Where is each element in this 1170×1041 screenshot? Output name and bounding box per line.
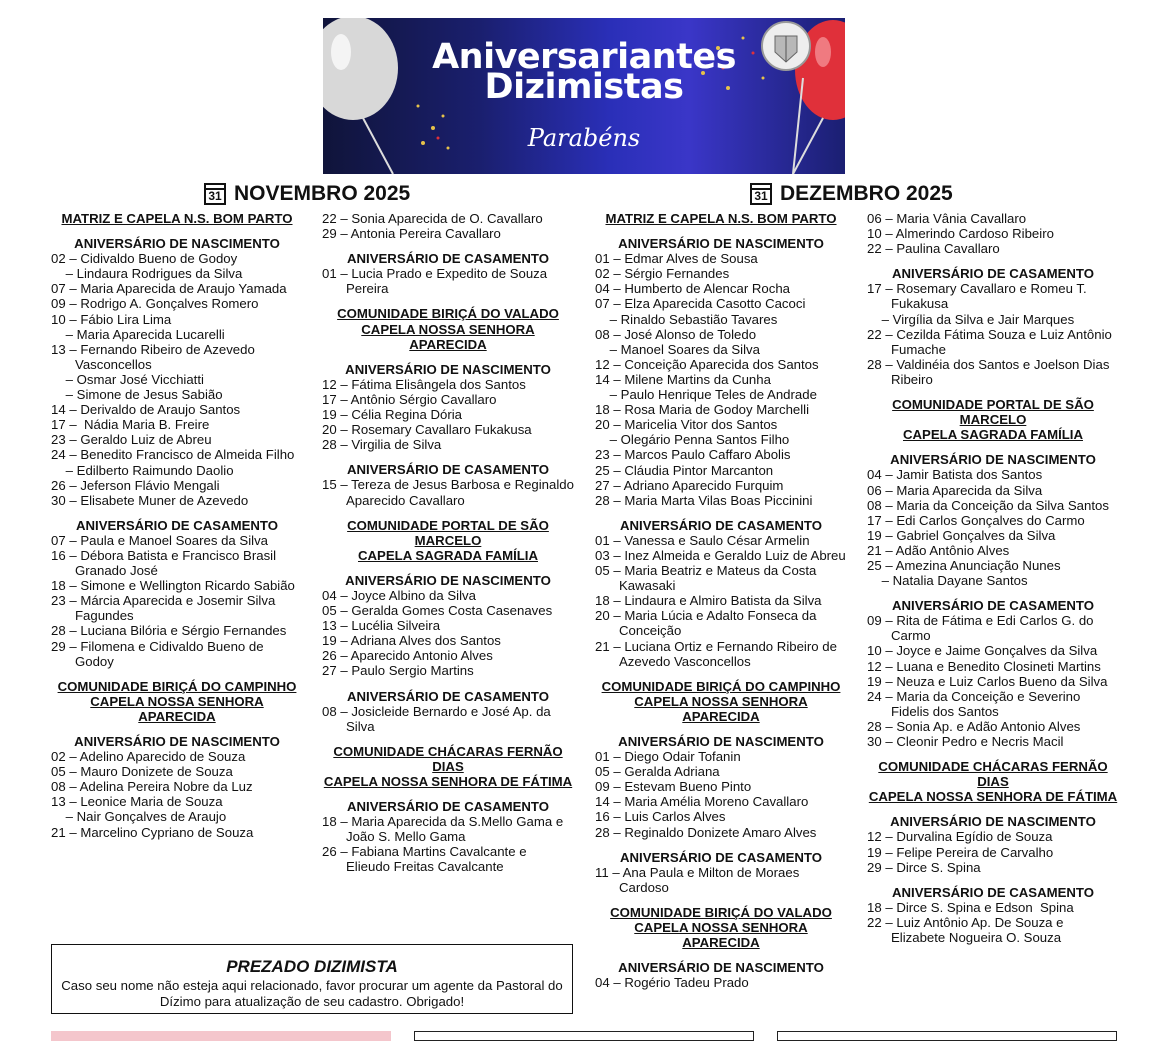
section-heading: ANIVERSÁRIO DE NASCIMENTO: [74, 734, 280, 749]
list-item: 13 – Leonice Maria de Souza: [51, 794, 223, 810]
banner-subtitle: Parabéns: [527, 124, 641, 152]
section-heading: ANIVERSÁRIO DE CASAMENTO: [347, 462, 549, 478]
list-item: 18 – Simone e Wellington Ricardo Sabião: [51, 578, 295, 594]
list-item: 07 – Maria Aparecida de Araujo Yamada: [51, 281, 287, 297]
list-item: 27 – Paulo Sergio Martins: [322, 663, 474, 679]
list-item: 12 – Luana e Benedito Closineti Martins: [867, 658, 1101, 674]
banner-title: Aniversariantes Dizimistas: [432, 37, 736, 107]
list-item: 13 – Fernando Ribeiro de Azevedo Vasconcellos: [51, 341, 259, 372]
community-heading: CAPELA SAGRADA FAMÍLIA: [358, 547, 538, 563]
list-item: 29 – Filomena e Cidivaldo Bueno de Godoy: [51, 638, 268, 669]
month-title-december: 31 DEZEMBRO 2025: [750, 182, 953, 206]
list-item: 30 – Cleonir Pedro e Necris Macil: [867, 734, 1064, 749]
list-item: 04 – Humberto de Alencar Rocha: [595, 281, 790, 297]
community-heading: CAPELA NOSSA SENHORA APARECIDA: [634, 920, 808, 951]
list-item: 22 – Paulina Cavallaro: [867, 241, 1000, 257]
list-item: 27 – Adriano Aparecido Furquim: [595, 477, 784, 493]
list-item: 08 – Adelina Pereira Nobre da Luz: [51, 779, 253, 795]
list-item: 01 – Edmar Alves de Sousa: [595, 251, 758, 267]
list-item: – Edilberto Raimundo Daolio: [51, 462, 234, 478]
calendar-icon: 31: [750, 183, 772, 205]
community-heading: MATRIZ E CAPELA N.S. BOM PARTO: [605, 211, 837, 226]
list-item: 18 – Maria Aparecida da S.Mello Gama e João S. Mello Gama: [322, 814, 567, 845]
list-item: 06 – Maria Aparecida da Silva: [867, 482, 1043, 498]
list-item: – Simone de Jesus Sabião: [51, 387, 223, 403]
list-item: 14 – Milene Martins da Cunha: [595, 371, 771, 387]
bottom-panel: [414, 1031, 754, 1041]
list-item: 09 – Rita de Fátima e Edi Carlos G. do Carmo: [867, 613, 1098, 644]
list-item: 30 – Elisabete Muner de Azevedo: [51, 492, 249, 508]
community-heading: MATRIZ E CAPELA N.S. BOM PARTO: [61, 211, 293, 226]
section-heading: ANIVERSÁRIO DE CASAMENTO: [892, 266, 1094, 282]
list-item: 05 – Geralda Gomes Costa Casenaves: [322, 603, 553, 619]
list-item: 14 – Derivaldo de Araujo Santos: [51, 402, 241, 418]
list-item: 09 – Rodrigo A. Gonçalves Romero: [51, 296, 259, 312]
list-item: 28 – Virgilia de Silva: [322, 437, 442, 453]
list-item: – Osmar José Vicchiatti: [51, 371, 204, 387]
list-item: – Olegário Penna Santos Filho: [595, 432, 790, 448]
list-item: 19 – Célia Regina Dória: [322, 407, 463, 423]
community-heading: CAPELA NOSSA SENHORA DE FÁTIMA: [868, 789, 1118, 805]
list-item: 08 – Maria da Conceição da Silva Santos: [867, 497, 1109, 513]
community-heading: COMUNIDADE PORTAL DE SÃO MARCELO: [892, 397, 1094, 428]
section-heading: ANIVERSÁRIO DE CASAMENTO: [892, 598, 1094, 614]
list-item: 01 – Diego Odair Tofanin: [595, 749, 741, 765]
list-item: – Natalia Dayane Santos: [867, 573, 1028, 589]
list-item: 08 – José Alonso de Toledo: [595, 326, 757, 342]
community-heading: COMUNIDADE BIRIÇÁ DO CAMPINHO: [57, 678, 297, 694]
december-column-1: [595, 211, 847, 990]
community-heading: CAPELA NOSSA SENHORA APARECIDA: [634, 693, 808, 724]
december-column-2: [867, 211, 1119, 945]
list-item: 22 – Sonia Aparecida de O. Cavallaro: [322, 211, 543, 226]
list-item: 01 – Vanessa e Saulo César Armelin: [595, 532, 810, 548]
list-item: 17 – Nádia Maria B. Freire: [51, 417, 210, 433]
list-item: 28 – Maria Marta Vilas Boas Piccinini: [595, 492, 813, 508]
list-item: 24 – Benedito Francisco de Almeida Filho: [51, 447, 295, 463]
spacer: [595, 895, 847, 905]
spacer: [595, 669, 847, 679]
section-heading: ANIVERSÁRIO DE CASAMENTO: [620, 849, 822, 865]
section-heading: ANIVERSÁRIO DE CASAMENTO: [347, 251, 549, 267]
list-item: 12 – Durvalina Egídio de Souza: [867, 829, 1053, 845]
list-item: 10 – Fábio Lira Lima: [51, 311, 172, 327]
list-item: 17 – Antônio Sérgio Cavallaro: [322, 391, 497, 407]
list-item: 07 – Elza Aparecida Casotto Cacoci: [595, 296, 806, 312]
list-item: 21 – Luciana Ortiz e Fernando Ribeiro de Azevedo Vasconcellos: [595, 638, 840, 669]
list-item: – Virgília da Silva e Jair Marques: [867, 311, 1075, 327]
list-item: 07 – Paula e Manoel Soares da Silva: [51, 532, 269, 548]
list-item: 17 – Edi Carlos Gonçalves do Carmo: [867, 512, 1085, 528]
spacer: [322, 296, 574, 306]
list-item: 12 – Fátima Elisângela dos Santos: [322, 376, 526, 392]
section-heading: ANIVERSÁRIO DE CASAMENTO: [76, 517, 278, 533]
list-item: 21 – Adão Antônio Alves: [867, 542, 1010, 558]
list-item: – Manoel Soares da Silva: [595, 341, 760, 357]
section-heading: ANIVERSÁRIO DE CASAMENTO: [347, 688, 549, 704]
list-item: 21 – Marcelino Cypriano de Souza: [51, 824, 254, 840]
list-item: 05 – Mauro Donizete de Souza: [51, 764, 233, 780]
section-heading: ANIVERSÁRIO DE CASAMENTO: [347, 799, 549, 815]
list-item: 15 – Tereza de Jesus Barbosa e Reginaldo Aparecido Cavallaro: [322, 477, 577, 508]
list-item: – Paulo Henrique Teles de Andrade: [595, 387, 817, 403]
list-item: 08 – Josicleide Bernardo e José Ap. da Silva: [322, 703, 555, 734]
list-item: 23 – Márcia Aparecida e Josemir Silva Fagundes: [51, 593, 279, 624]
list-item: 26 – Jeferson Flávio Mengali: [51, 477, 220, 493]
community-heading: COMUNIDADE BIRIÇÁ DO VALADO: [337, 306, 559, 322]
list-item: 17 – Rosemary Cavallaro e Romeu T. Fukakusa: [867, 281, 1091, 312]
list-item: 09 – Estevam Bueno Pinto: [595, 779, 752, 795]
section-heading: ANIVERSÁRIO DE CASAMENTO: [892, 884, 1094, 900]
list-item: 26 – Fabiana Martins Cavalcante e Elieudo Freitas Cavalcante: [322, 844, 531, 875]
list-item: 29 – Antonia Pereira Cavallaro: [322, 226, 501, 242]
section-heading: ANIVERSÁRIO DE NASCIMENTO: [890, 814, 1096, 830]
community-heading: CAPELA SAGRADA FAMÍLIA: [903, 427, 1083, 443]
list-item: 02 – Adelino Aparecido de Souza: [51, 749, 246, 765]
list-item: 19 – Neuza e Luiz Carlos Bueno da Silva: [867, 673, 1108, 689]
section-heading: ANIVERSÁRIO DE NASCIMENTO: [618, 236, 824, 252]
notice-box: [51, 944, 573, 1014]
list-item: 25 – Amezina Anunciação Nunes: [867, 557, 1061, 573]
list-item: 18 – Rosa Maria de Godoy Marchelli: [595, 402, 810, 418]
list-item: – Rinaldo Sebastião Tavares: [595, 311, 778, 327]
list-item: 12 – Conceição Aparecida dos Santos: [595, 356, 819, 372]
list-item: 14 – Maria Amélia Moreno Cavallaro: [595, 794, 809, 810]
list-item: 10 – Joyce e Jaime Gonçalves da Silva: [867, 643, 1098, 659]
list-item: 02 – Cidivaldo Bueno de Godoy: [51, 251, 238, 267]
list-item: 23 – Geraldo Luiz de Abreu: [51, 432, 212, 448]
list-item: 28 – Sonia Ap. e Adão Antonio Alves: [867, 718, 1081, 734]
november-column-2: [322, 211, 577, 875]
community-heading: COMUNIDADE CHÁCARAS FERNÃO DIAS: [878, 759, 1108, 790]
list-item: 04 – Jamir Batista dos Santos: [867, 467, 1043, 483]
list-item: 16 – Débora Batista e Francisco Brasil Granado José: [51, 547, 280, 579]
list-item: 05 – Geralda Adriana: [595, 764, 720, 780]
list-item: – Nair Gonçalves de Araujo: [51, 809, 227, 825]
month-title-november: 31 NOVEMBRO 2025: [204, 182, 410, 206]
community-heading: CAPELA NOSSA SENHORA APARECIDA: [361, 321, 535, 352]
bottom-panel: [51, 1031, 391, 1041]
community-heading: CAPELA NOSSA SENHORA APARECIDA: [90, 693, 264, 724]
list-item: – Maria Aparecida Lucarelli: [51, 326, 225, 342]
section-heading: ANIVERSÁRIO DE NASCIMENTO: [74, 236, 280, 252]
list-item: 20 – Maria Lúcia e Adalto Fonseca da Conceição: [595, 608, 821, 639]
list-item: 20 – Maricelia Vitor dos Santos: [595, 417, 778, 433]
spacer: [867, 387, 1119, 397]
list-item: – Lindaura Rodrigues da Silva: [51, 266, 243, 282]
community-heading: COMUNIDADE BIRIÇÁ DO CAMPINHO: [601, 678, 841, 694]
list-item: 22 – Cezilda Fátima Souza e Luiz Antônio Fumache: [867, 326, 1116, 357]
list-item: 13 – Lucélia Silveira: [322, 618, 441, 634]
calendar-icon: 31: [204, 183, 226, 205]
list-item: 05 – Maria Beatriz e Mateus da Costa Kawasaki: [595, 563, 821, 594]
list-item: 25 – Cláudia Pintor Marcanton: [595, 462, 774, 478]
bottom-panel: [777, 1031, 1117, 1041]
list-item: 02 – Sérgio Fernandes: [595, 266, 730, 282]
community-heading: COMUNIDADE BIRIÇÁ DO VALADO: [610, 904, 832, 920]
section-heading: ANIVERSÁRIO DE NASCIMENTO: [618, 734, 824, 749]
community-heading: COMUNIDADE CHÁCARAS FERNÃO DIAS: [333, 743, 563, 774]
banner: [323, 18, 845, 174]
list-item: 01 – Lucia Prado e Expedito de Souza Pereira: [322, 266, 551, 297]
list-item: 03 – Inez Almeida e Geraldo Luiz de Abreu: [595, 547, 846, 563]
list-item: 19 – Gabriel Gonçalves da Silva: [867, 527, 1056, 543]
list-item: 28 – Valdinéia dos Santos e Joelson Dias Ribeiro: [867, 356, 1114, 387]
section-heading: ANIVERSÁRIO DE NASCIMENTO: [618, 960, 824, 976]
list-item: 19 – Adriana Alves dos Santos: [322, 633, 501, 649]
community-heading: COMUNIDADE PORTAL DE SÃO MARCELO: [347, 517, 549, 548]
section-heading: ANIVERSÁRIO DE CASAMENTO: [620, 517, 822, 533]
list-item: 29 – Dirce S. Spina: [867, 859, 981, 875]
notice-body: Caso seu nome não esteja aqui relacionado, favor procurar um agente da Pastoral do Dízimo para atualização de seu cadastro. Obrigado!: [61, 978, 563, 1009]
section-heading: ANIVERSÁRIO DE NASCIMENTO: [890, 452, 1096, 468]
notice-title: PREZADO DIZIMISTA: [226, 957, 398, 976]
list-item: 04 – Joyce Albino da Silva: [322, 587, 476, 603]
list-item: 04 – Rogério Tadeu Prado: [595, 975, 749, 991]
spacer: [322, 734, 574, 744]
spacer: [51, 669, 303, 679]
list-item: 18 – Lindaura e Almiro Batista da Silva: [595, 593, 822, 609]
section-heading: ANIVERSÁRIO DE NASCIMENTO: [345, 572, 551, 588]
list-item: 23 – Marcos Paulo Caffaro Abolis: [595, 447, 791, 463]
spacer: [867, 749, 1119, 759]
list-item: 28 – Reginaldo Donizete Amaro Alves: [595, 824, 817, 840]
list-item: 19 – Felipe Pereira de Carvalho: [867, 844, 1054, 860]
community-heading: CAPELA NOSSA SENHORA DE FÁTIMA: [323, 774, 573, 789]
november-column-1: [51, 211, 303, 840]
spacer: [322, 508, 574, 518]
list-item: 20 – Rosemary Cavallaro Fukakusa: [322, 422, 532, 438]
section-heading: ANIVERSÁRIO DE NASCIMENTO: [345, 361, 551, 377]
list-item: 26 – Aparecido Antonio Alves: [322, 648, 493, 664]
list-item: 16 – Luis Carlos Alves: [595, 809, 726, 825]
list-item: 06 – Maria Vânia Cavallaro: [867, 211, 1027, 226]
list-item: 11 – Ana Paula e Milton de Moraes Cardoso: [595, 864, 803, 895]
list-item: 28 – Luciana Bilória e Sérgio Fernandes: [51, 623, 287, 639]
list-item: 22 – Luiz Antônio Ap. De Souza e Elizabete Nogueira O. Souza: [867, 914, 1068, 946]
list-item: 10 – Almerindo Cardoso Ribeiro: [867, 226, 1054, 242]
list-item: 18 – Dirce S. Spina e Edson Spina: [867, 899, 1074, 915]
list-item: 24 – Maria da Conceição e Severino Fidelis dos Santos: [867, 688, 1084, 719]
